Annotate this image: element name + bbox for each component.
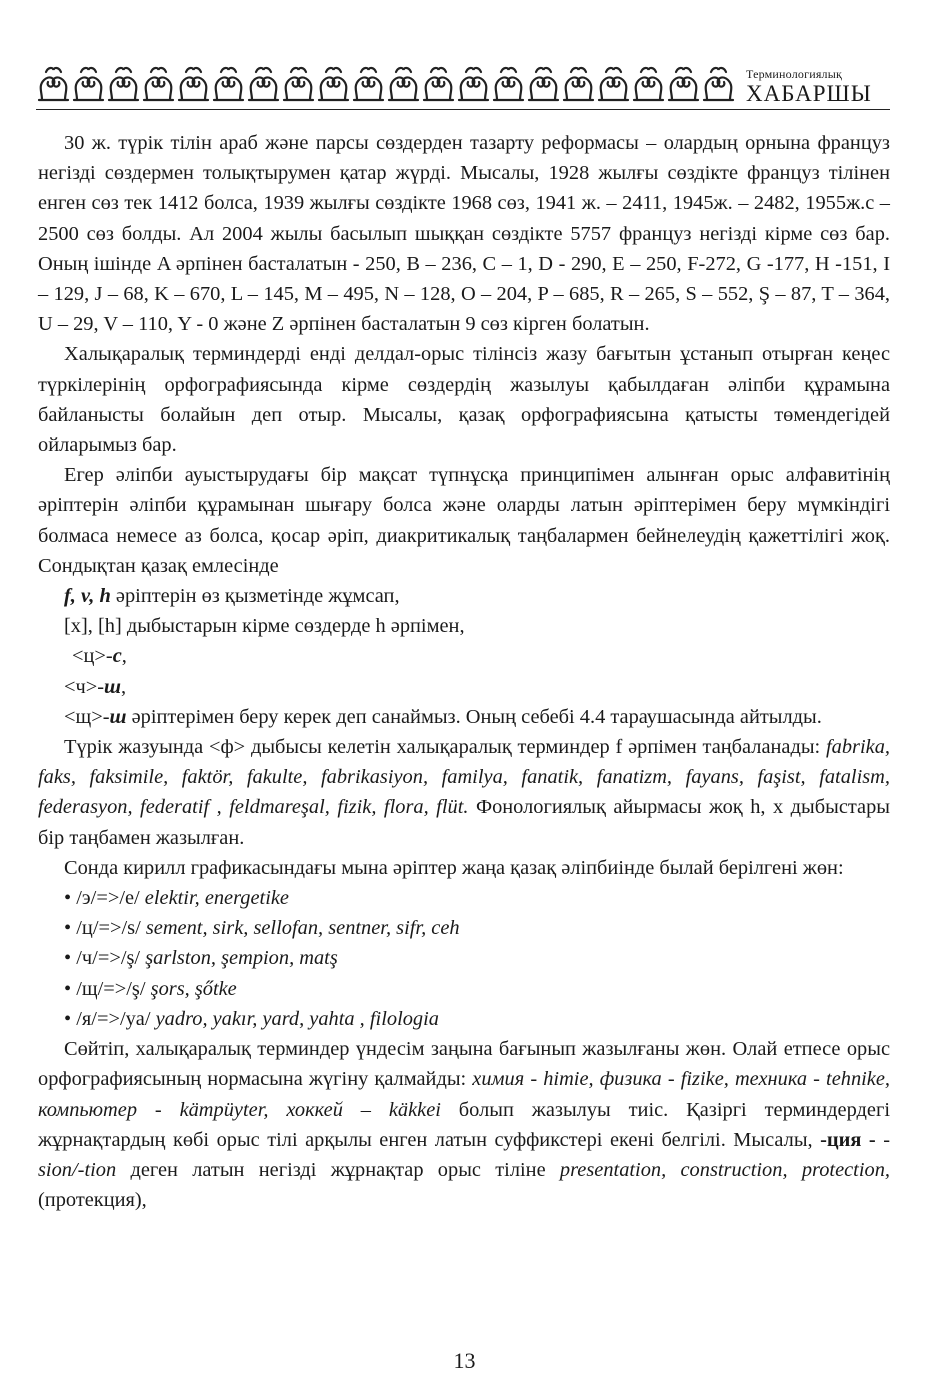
curl-ornament-icon [176,64,211,104]
curl-ornament-icon [316,64,351,104]
paragraph-6 [38,732,890,853]
curl-ornament-icon [631,64,666,104]
curl-ornament-icon [281,64,316,104]
curl-ornament-icon [386,64,421,104]
page-number: 13 [453,1348,476,1373]
paragraph-2: Халықаралық терминдерді енді делдал-орыс тілінсіз жазу бағытын ұстанып отырған кеңес түркілерінің орфографиясында кірме сөздердің жазылуы қабылдаған әліпби құрамына байланысты болайын деп отыр. Мысалы, қазақ орфографиясына қатысты төмендегідей ойларымыз бар. [38,343,890,457]
bullet-2-rule: • /ц/=>/s/ [64,917,146,940]
rule-line-3 [38,641,890,671]
paragraph-8-a: Сөйтіп, халықаралық терминдер үндесім заңына бағынып жазылғаны жөн. Олай етпесе орыс орфографиясының нормасына жүгіну қалмайды: [38,1038,890,1091]
curl-ornament-icon [141,64,176,104]
curl-ornament-icon [561,64,596,104]
journal-title [746,68,896,107]
bullet-item-4 [38,974,890,1004]
rule-line-3-b: c [112,645,122,668]
bullet-item-1 [38,883,890,913]
paragraph-3: Егер әліпби ауыстырудағы бір мақсат түпнұсқа принципімен алынған орыс алфавитінің әріптерін әліпби құрамынан шығару болса және оларды латын әріптерімен беру мүмкіндігі болмаса немесе аз болса, қосар әріп, диакритикалық таңбалармен бейнелеудің қажеттілігі жоқ. Сондықтан қазақ емлесінде [38,464,890,577]
bullet-item-3 [38,943,890,973]
bullet-3-examples: şarlston, şempion, matş [145,947,338,970]
rule-line-4-b: ш [104,675,122,698]
header-ornament-band [36,64,736,106]
bullet-5-examples: yadro, yakır, yard, yahta , filologia [155,1007,439,1030]
rule-line-3-a: <ц>- [72,645,113,668]
curl-ornament-icon [526,64,561,104]
header-rule [36,109,890,110]
curl-ornament-icon [211,64,246,104]
bullet-1-examples: elektir, energetike [144,887,289,910]
curl-ornament-icon [421,64,456,104]
rule-line-4-a: <ч>- [64,675,105,698]
curl-ornament-icon [596,64,631,104]
curl-ornament-icon [71,64,106,104]
paragraph-8-examples: химия - himie, физика - fizike, техника - tehnike, компьютер - kämpüyter, хоккей – käkkei [38,1068,890,1121]
bullet-item-2 [38,913,890,943]
bullet-4-examples: şors, şőtke [150,977,237,1000]
rule-line-5-a: <щ>- [64,705,110,728]
paragraph-1: 30 ж. түрік тілін араб және парсы сөздерден тазарту реформасы – олардың орнына француз негізді сөздермен толықтырумен қатар жүрді. Мысалы, 1928 жылғы сөздікте француз тілінен енген сөз тек 1412 болса, 1939 жылғы сөздікте 1968 сөз, 1941 ж. – 2411, 1945ж. – 2482, 1955ж.с – 2500 сөз болды. Ал 2004 жылы басылып шыққан сөздікте 5757 француз негізді кірме сөз бар. Оның ішінде A әрпінен басталатын - 250, B – 236, C – 1, D - 290, E – 250, F-272, G -177, H -151, I – 129, J – 68, K – 670, L – 145, M – 495, N – 128, O – 204, P – 685, R – 265, S – 552, Ş – 87, T – 364, U – 29, V – 110, Y - 0 және Z әрпінен басталатын 9 сөз кірген болатын. [38,132,890,336]
rule-line-4-c: , [121,675,127,698]
rule-line-1-text: әріптерін өз қызметінде жұмсап, [110,585,400,608]
paragraph-6-a: Түрік жазуында <ф> дыбысы келетін халықаралық терминдер f әрпімен таңбаланады: [64,736,826,759]
curl-ornament-icon [351,64,386,104]
bullet-item-5 [38,1004,890,1034]
curl-ornament-icon [246,64,281,104]
rule-line-5-b: ш [109,705,127,728]
paragraph-8-suffix-ru: -ция - [820,1128,884,1151]
rule-line-5 [38,702,890,732]
bullet-2-examples: sement, sirk, sellofan, sentner, sifr, ceh [145,917,460,940]
journal-title-small: Терминологиялық [746,67,843,81]
rule-line-5-c: әріптерімен беру керек деп санаймыз. Оның себебі 4.4 тараушасында айтылды. [126,705,822,728]
curl-ornament-icon [106,64,141,104]
rule-line-1-letters: f, v, h [64,585,111,608]
paragraph-8-c: болып жазылуы тиіс. Қазіргі терминдердегі жұрнақтардың көбі орыс тілі арқылы енген латын суффикстері екені белгілі. Мысалы, [38,1098,890,1151]
bullet-1-rule: • /э/=>/e/ [64,887,145,910]
bullet-3-rule: • /ч/=>/ş/ [64,947,146,970]
paragraph-8 [38,1034,890,1215]
rule-line-2: [х], [һ] дыбыстарын кірме сөздерде h әрпімен, [64,615,465,638]
rule-line-4 [38,672,890,702]
paragraph-6-c: Фонологиялық айырмасы жоқ h, x дыбыстары бір таңбамен жазылған. [38,796,890,849]
curl-ornament-icon [36,64,71,104]
bullet-5-rule: • /я/=>/ya/ [64,1007,156,1030]
curl-ornament-icon [666,64,701,104]
curl-ornament-icon [491,64,526,104]
curl-ornament-icon [456,64,491,104]
page-body [38,128,890,1215]
curl-ornament-icon [701,64,736,104]
journal-title-big: ХАБАРШЫ [746,81,872,106]
paragraph-8-words: presentation, construction, protection, [559,1158,890,1181]
rule-line-1 [38,581,890,611]
paragraph-8-suffix-lat: -sion/-tion [38,1128,890,1181]
paragraph-8-h: (протекция), [38,1189,147,1212]
paragraph-7: Сонда кирилл графикасындағы мына әріптер жаңа қазақ әліпбиінде былай берілгені жөн: [64,856,844,879]
rule-line-3-c: , [121,645,127,668]
bullet-4-rule: • /щ/=>/ş/ [64,977,151,1000]
paragraph-8-f: деген латын негізді жұрнақтар орыс тіліне [116,1158,560,1181]
page-header [36,56,888,114]
paragraph-6-examples: fabrika, faks, faksimile, faktör, fakulte, fabrikasiyon, familya, fanatik, fanatizm, fayans, faşist, fatalism, federasyon, federatif , feldmareşal, fizik, flora, flüt. [38,736,890,819]
